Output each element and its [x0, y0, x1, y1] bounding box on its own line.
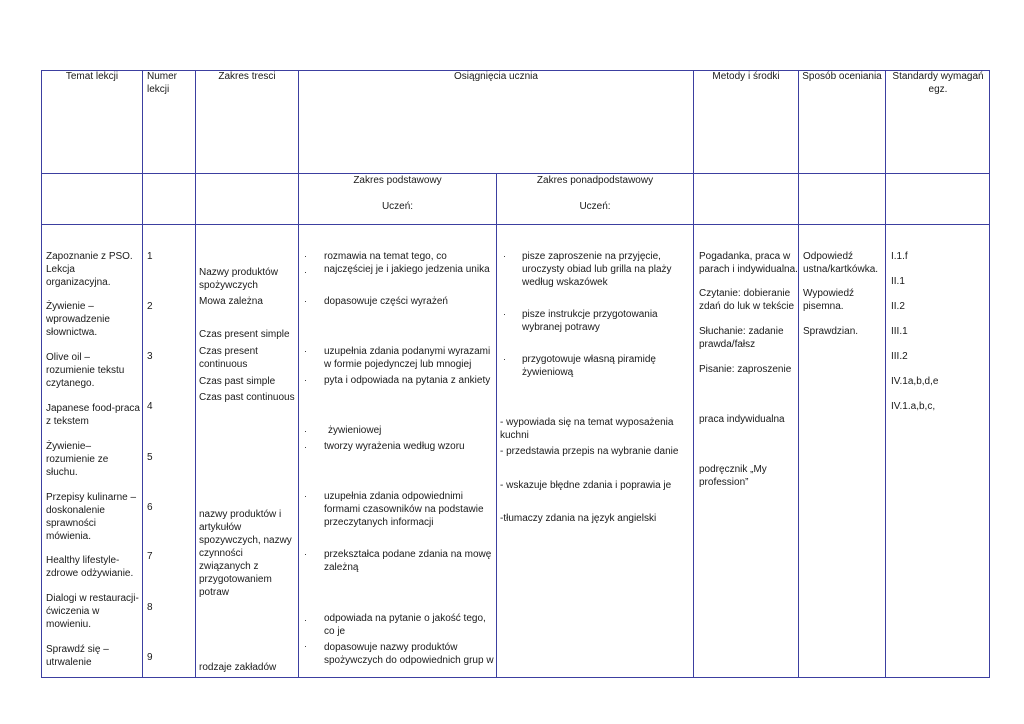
assessment-line: ustna/kartkówka. [803, 264, 879, 275]
standard-code: III.1 [891, 326, 908, 337]
content-scope-line: Nazwy produktów [199, 267, 278, 278]
subheader-divider [41, 224, 990, 225]
topic-line: Żywienie– [46, 441, 92, 452]
topic-line: słuchu. [46, 467, 78, 478]
content-scope-line: przygotowaniem [199, 574, 272, 585]
content-scope-line: Czas present [199, 346, 258, 357]
topic-line: ćwiczenia w [46, 606, 100, 617]
topic-line: organizacyjna. [46, 277, 111, 288]
bullet-marker: · [304, 251, 307, 261]
topic-line: Sprawdź się – [46, 644, 109, 655]
content-scope-line: nazwy produktów i [199, 509, 282, 520]
basic-achievement-line: zależną [324, 562, 359, 573]
bullet-marker: · [304, 491, 307, 501]
basic-achievement-line: najczęściej je i jakiego jedzenia unika [324, 264, 490, 275]
basic-achievement-line: pyta i odpowiada na pytania z ankiety [324, 375, 491, 386]
basic-achievement-line: dopasowuje części wyrażeń [324, 296, 448, 307]
assessment-line: Sprawdzian. [803, 326, 859, 337]
lesson-number: 7 [147, 551, 153, 562]
basic-achievement-line: rozmawia na temat tego, co [324, 251, 447, 262]
header-sposob: Sposób oceniania [802, 71, 882, 82]
content-scope-line: continuous [199, 359, 248, 370]
extended-achievement-line: kuchni [500, 430, 529, 441]
extended-achievement-line: uroczysty obiad lub grilla na plaży [522, 264, 672, 275]
lesson-number: 6 [147, 502, 153, 513]
content-scope-line: artykułów [199, 522, 242, 533]
basic-achievement-line: dopasowuje nazwy produktów [324, 642, 458, 653]
basic-achievement-line: w formie pojedynczej lub mnogiej [324, 359, 472, 370]
bullet-marker: · [304, 426, 307, 436]
topic-line: doskonalenie [46, 505, 105, 516]
method-line: Pogadanka, praca w [699, 251, 791, 262]
header-numer: Numer [147, 71, 178, 82]
topic-line: utrwalenie [46, 657, 92, 668]
header-temat: Temat lekcji [65, 71, 119, 82]
basic-achievement-line: formami czasowników na podstawie [324, 504, 484, 515]
method-line: podręcznik „My [699, 464, 767, 475]
bullet-marker: · [304, 549, 307, 559]
header-standardy: egz. [928, 84, 948, 95]
basic-achievement-line: uzupełnia zdania podanymi wyrazami [324, 346, 491, 357]
header-standardy: Standardy wymagań [892, 71, 984, 82]
extended-achievement-line: pisze instrukcje przygotowania [522, 309, 658, 320]
content-scope-line: rodzaje zakładów [199, 662, 277, 673]
standard-code: I.1.f [891, 251, 908, 262]
method-line: Słuchanie: zadanie [699, 326, 784, 337]
subheader-ponadpodstawowy-uczen: Uczeń: [579, 201, 611, 212]
col-divider-4 [496, 173, 497, 678]
extended-achievement-line: według wskazówek [522, 277, 608, 288]
extended-achievement-line: - przedstawia przepis na wybranie danie [500, 446, 679, 457]
topic-line: rozumienie ze [46, 454, 109, 465]
col-divider-5 [693, 70, 694, 678]
header-zakres: Zakres tresci [218, 71, 276, 82]
bullet-marker: · [304, 442, 307, 452]
standard-code: III.2 [891, 351, 908, 362]
standard-code: II.2 [891, 301, 905, 312]
basic-achievement-line: odpowiada na pytanie o jakość tego, [324, 613, 486, 624]
method-line: zdań do luk w tekście [699, 301, 795, 312]
bullet-marker: · [503, 251, 506, 261]
standard-code: IV.1.a,b,c, [891, 401, 936, 412]
method-line: parach i indywidualna. [699, 264, 798, 275]
standard-code: II.1 [891, 276, 905, 287]
subheader-ponadpodstawowy: Zakres ponadpodstawowy [536, 175, 654, 186]
method-line: profession” [699, 477, 749, 488]
topic-line: Japanese food-praca [46, 403, 140, 414]
topic-line: Żywienie – [46, 301, 94, 312]
standard-code: IV.1a,b,d,e [891, 376, 939, 387]
subheader-podstawowy-uczen: Uczeń: [381, 201, 414, 212]
basic-achievement-line: uzupełnia zdania odpowiednimi [324, 491, 463, 502]
extended-achievement-line: pisze zaproszenie na przyjęcie, [522, 251, 661, 262]
lesson-number: 9 [147, 652, 153, 663]
method-line: praca indywidualna [699, 414, 785, 425]
content-scope-line: Czas past simple [199, 376, 276, 387]
bullet-marker: · [304, 346, 307, 356]
content-scope-line: potraw [199, 587, 230, 598]
extended-achievement-line: przygotowuje własną piramidę [522, 354, 656, 365]
col-divider-7 [885, 70, 886, 678]
content-scope-line: spozywczych, nazwy [199, 535, 292, 546]
basic-achievement-line: spożywczych do odpowiednich grup w [324, 655, 494, 666]
subheader-podstawowy: Zakres podstawowy [353, 175, 442, 186]
content-scope-line: związanych z [199, 561, 259, 572]
topic-line: Przepisy kulinarne – [46, 492, 137, 503]
method-line: prawda/fałsz [699, 339, 756, 350]
topic-line: sprawności [46, 518, 97, 529]
content-scope-line: Czas present simple [199, 329, 290, 340]
topic-line: zdrowe odżywianie. [46, 568, 134, 579]
content-scope-line: czynności [199, 548, 243, 559]
bullet-marker: · [503, 354, 506, 364]
header-metody: Metody i środki [712, 71, 780, 82]
extended-achievement-line: - wskazuje błędne zdania i poprawia je [500, 480, 672, 491]
bullet-marker: · [304, 615, 307, 625]
topic-line: Zapoznanie z PSO. [46, 251, 133, 262]
col-divider-3 [298, 70, 299, 678]
extended-achievement-line: wybranej potrawy [522, 322, 600, 333]
method-line: Czytanie: dobieranie [699, 288, 791, 299]
topic-line: wprowadzenie [46, 314, 110, 325]
content-scope-line: spożywczych [199, 280, 258, 291]
assessment-line: pisemna. [803, 301, 844, 312]
bullet-marker: · [304, 296, 307, 306]
topic-line: Dialogi w restauracji- [46, 593, 139, 604]
lesson-number: 4 [147, 401, 153, 412]
table-frame [41, 70, 990, 678]
bullet-marker: · [304, 641, 307, 651]
method-line: Pisanie: zaproszenie [699, 364, 792, 375]
basic-achievement-line: tworzy wyrażenia według wzoru [324, 441, 465, 452]
assessment-line: Wypowiedź [803, 288, 855, 299]
topic-line: Olive oil – [46, 352, 90, 363]
lesson-number: 8 [147, 602, 153, 613]
lesson-number: 2 [147, 301, 153, 312]
lesson-number: 5 [147, 452, 153, 463]
content-scope-line: Mowa zależna [199, 296, 263, 307]
extended-achievement-line: -tłumaczy zdania na język angielski [500, 513, 657, 524]
content-scope-line: Czas past continuous [199, 392, 295, 403]
topic-line: mówienia. [46, 531, 92, 542]
topic-line: Healthy lifestyle- [46, 555, 120, 566]
topic-line: czytanego. [46, 378, 95, 389]
assessment-line: Odpowiedź [803, 251, 854, 262]
extended-achievement-line: - wypowiada się na temat wyposażenia [500, 417, 674, 428]
topic-line: słownictwa. [46, 327, 98, 338]
basic-achievement-line: przeczytanych informacji [324, 517, 434, 528]
topic-line: Lekcja [46, 264, 75, 275]
header-numer: lekcji [147, 84, 170, 95]
bullet-marker: · [304, 375, 307, 385]
topic-line: mowieniu. [46, 619, 92, 630]
extended-achievement-line: żywieniową [522, 367, 574, 378]
header-osiagniecia: Osiągnięcia ucznia [454, 71, 538, 82]
bullet-marker: · [304, 267, 307, 277]
lesson-number: 3 [147, 351, 153, 362]
basic-achievement-line: żywieniowej [328, 425, 382, 436]
basic-achievement-line: przekształca podane zdania na mowę [324, 549, 492, 560]
lesson-number: 1 [147, 251, 153, 262]
topic-line: rozumienie tekstu [46, 365, 125, 376]
topic-line: z tekstem [46, 416, 89, 427]
col-divider-2 [195, 70, 196, 678]
bullet-marker: · [503, 309, 506, 319]
basic-achievement-line: co je [324, 626, 346, 637]
col-divider-6 [798, 70, 799, 678]
col-divider-1 [142, 70, 143, 678]
